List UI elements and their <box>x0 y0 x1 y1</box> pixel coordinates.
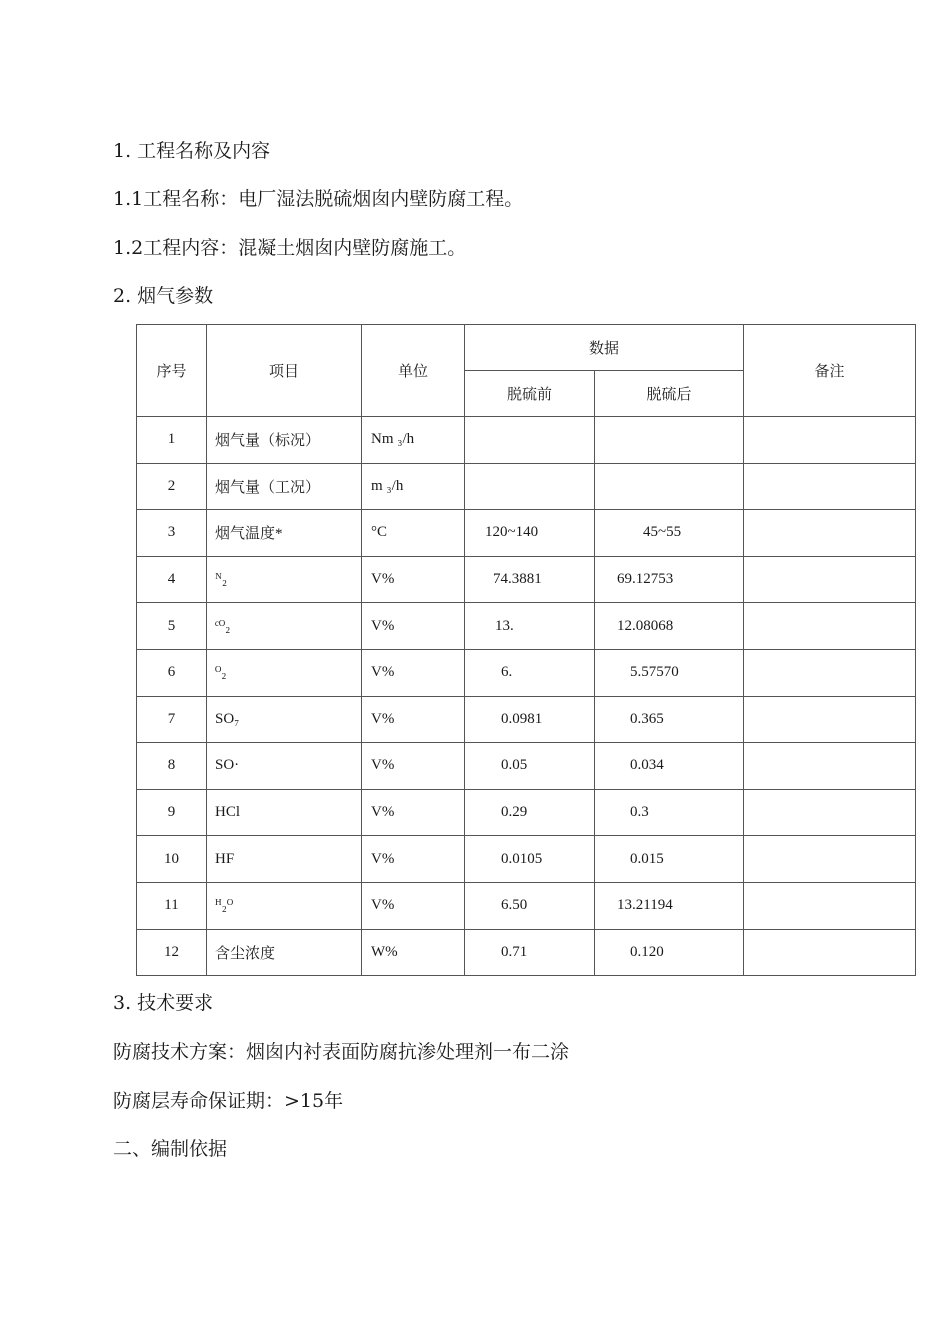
row-after: 0.365 <box>595 696 744 743</box>
row-item: 烟气温度* <box>207 510 362 557</box>
row-item: 烟气量（标况） <box>207 417 362 464</box>
row-unit: m ₃/h <box>362 463 465 510</box>
row-unit: V% <box>362 836 465 883</box>
row-remark <box>744 603 916 650</box>
row-remark <box>744 463 916 510</box>
flue-gas-parameter-table <box>136 324 916 976</box>
row-item: 烟气量（工况） <box>207 463 362 510</box>
header-remark: 备注 <box>744 325 916 417</box>
row-unit: V% <box>362 743 465 790</box>
section-heading-2: 2. 烟气参数 <box>113 285 214 307</box>
row-unit: V% <box>362 696 465 743</box>
header-seq: 序号 <box>137 325 207 417</box>
row-remark <box>744 696 916 743</box>
row-remark <box>744 929 916 976</box>
row-remark <box>744 882 916 929</box>
row-before: 0.0105 <box>465 836 595 883</box>
row-after: 69.12753 <box>595 556 744 603</box>
row-before: 0.0981 <box>465 696 595 743</box>
row-before: 0.05 <box>465 743 595 790</box>
row-before: 13. <box>465 603 595 650</box>
project-content: 1.2工程内容：混凝土烟囱内壁防腐施工。 <box>113 237 467 259</box>
header-before: 脱硫前 <box>465 371 595 417</box>
row-after <box>595 463 744 510</box>
row-seq: 2 <box>137 463 207 510</box>
table-row <box>137 417 916 464</box>
section-heading-compilation-basis: 二、编制依据 <box>113 1138 228 1160</box>
table-body <box>137 417 916 976</box>
row-remark <box>744 789 916 836</box>
section-heading-3: 3. 技术要求 <box>113 992 214 1014</box>
row-item: HF <box>207 836 362 883</box>
row-remark <box>744 417 916 464</box>
row-seq: 8 <box>137 743 207 790</box>
header-item: 项目 <box>207 325 362 417</box>
table-row <box>137 556 916 603</box>
row-remark <box>744 836 916 883</box>
row-unit: V% <box>362 882 465 929</box>
row-unit: V% <box>362 789 465 836</box>
row-remark <box>744 649 916 696</box>
table-row <box>137 882 916 929</box>
row-remark <box>744 510 916 557</box>
row-seq: 12 <box>137 929 207 976</box>
table-row <box>137 743 916 790</box>
row-after: 13.21194 <box>595 882 744 929</box>
row-after <box>595 417 744 464</box>
row-after: 0.3 <box>595 789 744 836</box>
table-row <box>137 836 916 883</box>
header-unit: 单位 <box>362 325 465 417</box>
table-row <box>137 603 916 650</box>
row-unit: V% <box>362 603 465 650</box>
row-after: 0.015 <box>595 836 744 883</box>
row-remark <box>744 556 916 603</box>
row-after: 0.120 <box>595 929 744 976</box>
row-seq: 9 <box>137 789 207 836</box>
row-unit: °C <box>362 510 465 557</box>
row-item: ᴼ₂ <box>207 649 362 696</box>
row-before: 6.50 <box>465 882 595 929</box>
row-seq: 6 <box>137 649 207 696</box>
row-seq: 10 <box>137 836 207 883</box>
row-unit: V% <box>362 649 465 696</box>
row-item: SO₇ <box>207 696 362 743</box>
project-name: 1.1工程名称：电厂湿法脱硫烟囱内壁防腐工程。 <box>113 188 524 210</box>
table-row <box>137 696 916 743</box>
table-row <box>137 510 916 557</box>
row-item: ᶜᴼ₂ <box>207 603 362 650</box>
row-seq: 11 <box>137 882 207 929</box>
row-item: SO· <box>207 743 362 790</box>
row-item: ᴺ₂ <box>207 556 362 603</box>
row-seq: 7 <box>137 696 207 743</box>
row-seq: 4 <box>137 556 207 603</box>
header-after: 脱硫后 <box>595 371 744 417</box>
row-after: 0.034 <box>595 743 744 790</box>
anticorrosion-scheme: 防腐技术方案：烟囱内衬表面防腐抗渗处理剂一布二涂 <box>113 1041 570 1063</box>
row-item: HCl <box>207 789 362 836</box>
row-item: ᴴ₂ᴼ <box>207 882 362 929</box>
row-after: 12.08068 <box>595 603 744 650</box>
coating-life-guarantee: 防腐层寿命保证期：>15年 <box>113 1090 344 1112</box>
row-after: 5.57570 <box>595 649 744 696</box>
row-before: 6. <box>465 649 595 696</box>
row-before: 120~140 <box>465 510 595 557</box>
table-row <box>137 929 916 976</box>
row-before: 0.29 <box>465 789 595 836</box>
row-unit: W% <box>362 929 465 976</box>
row-unit: V% <box>362 556 465 603</box>
row-item: 含尘浓度 <box>207 929 362 976</box>
row-seq: 5 <box>137 603 207 650</box>
section-heading-1: 1. 工程名称及内容 <box>113 140 271 162</box>
table-row <box>137 789 916 836</box>
row-before <box>465 417 595 464</box>
row-before: 74.3881 <box>465 556 595 603</box>
row-before <box>465 463 595 510</box>
row-after: 45~55 <box>595 510 744 557</box>
row-unit: Nm ₃/h <box>362 417 465 464</box>
row-before: 0.71 <box>465 929 595 976</box>
row-seq: 3 <box>137 510 207 557</box>
header-data: 数据 <box>465 325 744 371</box>
table-row <box>137 649 916 696</box>
table-row <box>137 463 916 510</box>
row-remark <box>744 743 916 790</box>
row-seq: 1 <box>137 417 207 464</box>
